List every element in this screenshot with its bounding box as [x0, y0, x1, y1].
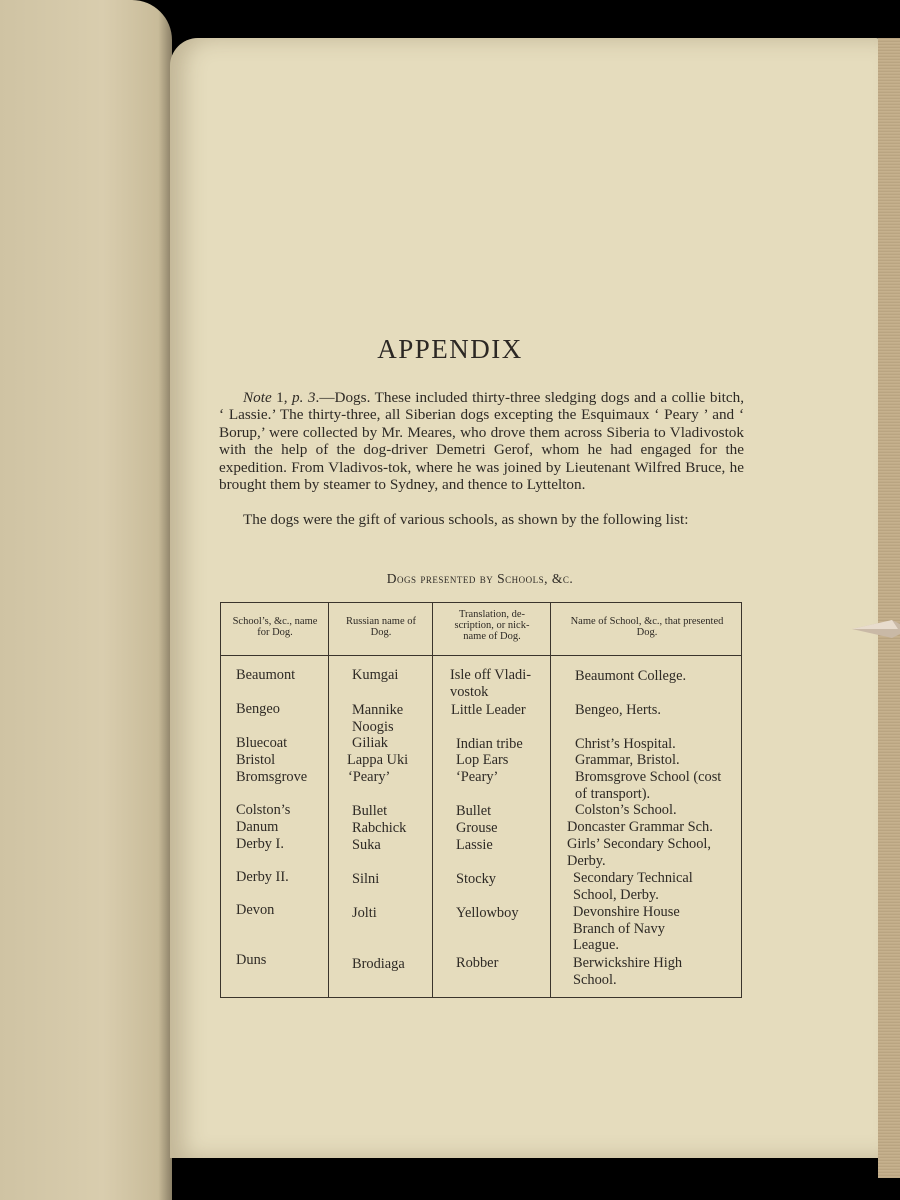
page-title: APPENDIX	[377, 334, 523, 364]
intro-paragraph: The dogs were the gift of various schools, as shown by the following list:	[243, 511, 689, 528]
table-cell: Mannike Noogis	[352, 702, 404, 735]
table-cell: Rabchick	[352, 820, 407, 836]
table-cell: Little Leader	[451, 702, 526, 718]
table-cell: Bromsgrove School (cost of transport).	[575, 769, 722, 802]
table-cell: Colston’s School.	[575, 802, 677, 818]
table-cell: Jolti	[352, 905, 377, 921]
note-number: 1	[276, 389, 284, 406]
table-cell: Grammar, Bristol.	[575, 752, 680, 768]
table-cell: Kumgai	[352, 667, 399, 683]
table-cell: Berwickshire High School.	[573, 955, 683, 988]
table-cell: Bristol	[236, 752, 276, 768]
table-cell: Danum	[236, 819, 279, 835]
table-cell: Isle off Vladi-vostok	[450, 667, 531, 700]
left-page	[0, 0, 172, 1200]
note-text: .—Dogs. These included thirty-three sledging dogs and a collie bitch, ‘ Lassie.’ The thirty-three, all Siberian dogs excepting the Esquimaux ‘ Peary ’ and ‘ Borup,’ were collected by Mr. Meares, who drove them across Siberia to Vladivostok with the help of the dog-driver Demetri Gerof, whom he had engaged for the expedition. From Vladivos-tok, where he was joined by Lieutenant Wilfred Bruce, he brought them by steamer to Sydney, and thence to Lyttelton.	[219, 389, 745, 494]
table-cell: Girls’ Secondary School, Derby.	[567, 836, 712, 869]
dogs-table	[220, 602, 742, 998]
note-page-ref: p. 3	[292, 389, 316, 406]
table-cell: Robber	[456, 955, 499, 971]
table-cell: Indian tribe	[456, 736, 523, 752]
table-cell: Doncaster Grammar Sch.	[567, 819, 713, 835]
table-cell: Devonshire House Branch of Navy League.	[573, 904, 680, 954]
table-cell: ‘Peary’	[456, 769, 499, 785]
table-cell: Christ’s Hospital.	[575, 736, 676, 752]
table-header: Name of School, &c., that presented Dog.	[570, 616, 724, 638]
table-cell: Yellowboy	[456, 905, 519, 921]
table-cell: Giliak	[352, 735, 388, 751]
table-cell: Bullet	[456, 803, 492, 819]
table-cell: Secondary Technical School, Derby.	[573, 870, 693, 903]
table-cell: Silni	[352, 871, 380, 887]
column-divider	[550, 603, 551, 997]
page-edges	[878, 38, 900, 1178]
page-pointer	[852, 618, 900, 640]
table-header: School’s, &c., name for Dog.	[232, 616, 318, 638]
table-cell: Beaumont College.	[575, 668, 687, 684]
table-cell: Bullet	[352, 803, 388, 819]
table-cell: Bengeo	[236, 701, 280, 717]
table-cell: Duns	[236, 952, 267, 968]
table-cell: Bluecoat	[236, 735, 288, 751]
table-cell: Colston’s	[236, 802, 291, 818]
table-cell: Lassie	[456, 837, 493, 853]
table-header: Russian name of Dog.	[346, 616, 416, 638]
table-cell: Stocky	[456, 871, 496, 887]
column-divider	[432, 603, 433, 997]
table-caption: Dogs presented by Schools, &c.	[386, 571, 574, 586]
table-cell: Devon	[236, 902, 275, 918]
table-cell: Lappa Uki	[347, 752, 409, 768]
table-cell: Derby II.	[236, 869, 289, 885]
table-cell: Grouse	[456, 820, 498, 836]
table-cell: Brodiaga	[352, 956, 405, 972]
table-cell: Beaumont	[236, 667, 296, 683]
note-paragraph: Note 1, p. 3.—Dogs. These included thirty-three sledging dogs and a collie bitch, ‘ Lassie.’ The thirty-three, all Siberian dogs excepting the Esquimaux ‘ Peary ’ and ‘ Borup,’ were collected by Mr. Meares, who drove them across Siberia to Vladivostok with the help of the dog-driver Demetri Gerof, whom he had engaged for the expedition. From Vladivos-tok, where he was joined by Lieutenant Wilfred Bruce, he brought them by steamer to Sydney, and thence to Lyttelton.	[219, 389, 745, 494]
note-label: Note	[243, 389, 272, 406]
table-cell: Bengeo, Herts.	[575, 702, 661, 718]
column-divider	[328, 603, 329, 997]
table-cell: Derby I.	[236, 836, 284, 852]
table-cell: Lop Ears	[456, 752, 509, 768]
table-header: Translation, de-scription, or nick-name of Dog.	[454, 609, 530, 642]
table-cell: Suka	[352, 837, 381, 853]
header-rule	[221, 655, 741, 656]
table-cell: Bromsgrove	[236, 769, 308, 785]
table-cell: ‘Peary’	[348, 769, 391, 785]
